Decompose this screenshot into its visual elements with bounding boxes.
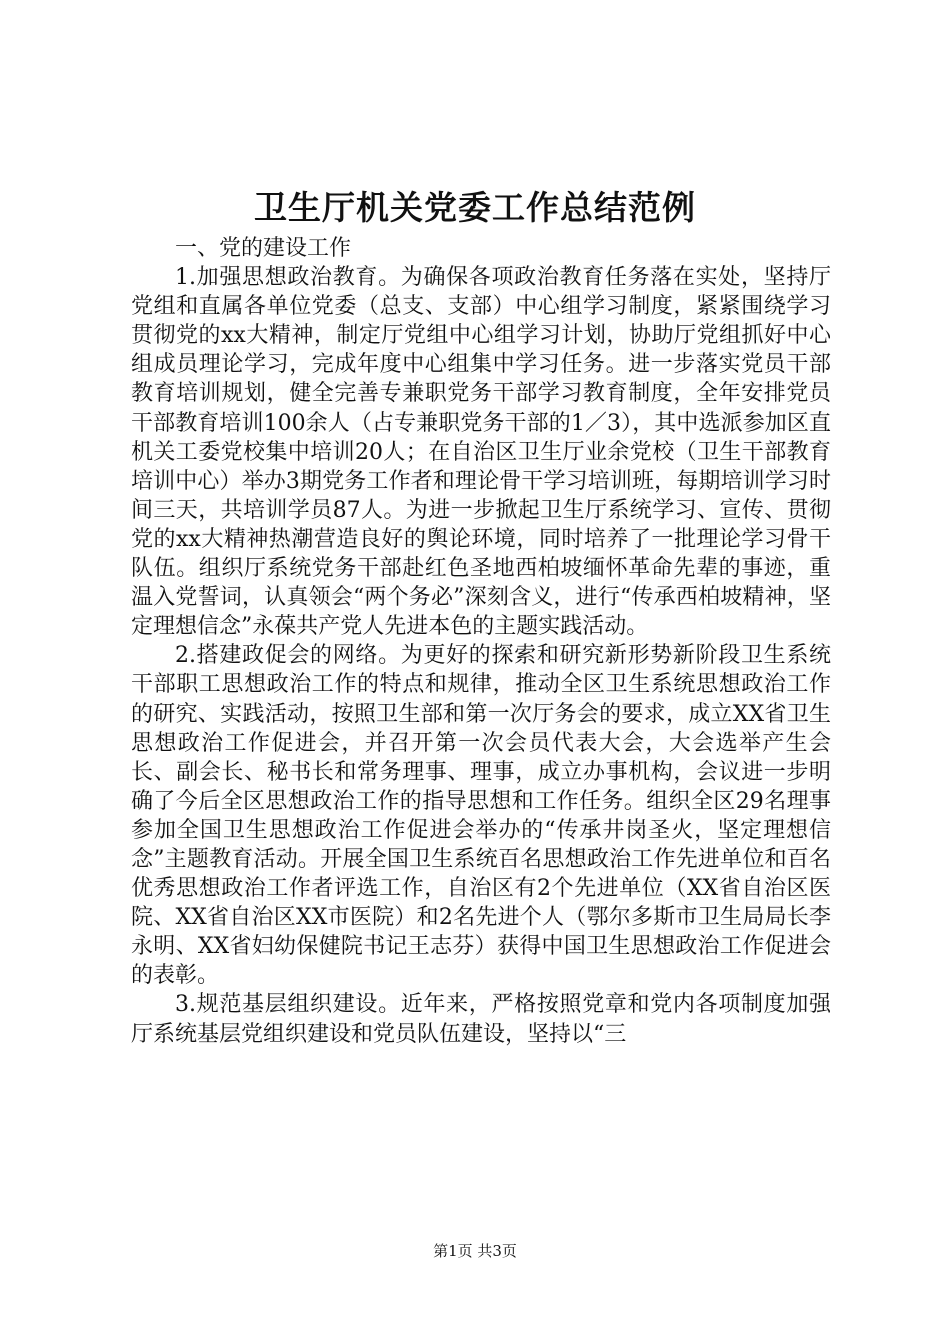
- section-heading: 一、党的建设工作: [175, 236, 352, 261]
- paragraph-3: 3.规范基层组织建设。近年来，严格按照党章和党内各项制度加强厅系统基层党组织建设和党员队伍建设，坚持以“三: [131, 992, 831, 1047]
- document-body: [131, 234, 831, 1049]
- document-title: 卫生厅机关党委工作总结范例: [254, 188, 696, 227]
- paragraph-2: 2.搭建政促会的网络。为更好的探索和研究新形势新阶段卫生系统干部职工思想政治工作的特点和规律，推动全区卫生系统思想政治工作的研究、实践活动，按照卫生部和第一次厅务会的要求，成立XX省卫生思想政治工作促进会，并召开第一次会员代表大会，大会选举产生会长、副会长、秘书长和常务理事、理事，成立办事机构，会议进一步明确了今后全区思想政治工作的指导思想和工作任务。组织全区29名理事参加全国卫生思想政治工作促进会举办的“传承井岗圣火，坚定理想信念”主题教育活动。开展全国卫生系统百名思想政治工作先进单位和百名优秀思想政治工作者评选工作，自治区有2个先进单位（XX省自治区医院、XX省自治区XX市医院）和2名先进个人（鄂尔多斯市卫生局局长李永明、XX省妇幼保健院书记王志芬）获得中国卫生思想政治工作促进会的表彰。: [131, 643, 831, 989]
- paragraph-1: 1.加强思想政治教育。为确保各项政治教育任务落在实处，坚持厅党组和直属各单位党委（总支、支部）中心组学习制度，紧紧围绕学习贯彻党的xx大精神，制定厅党组中心组学习计划，协助厅党组抓好中心组成员理论学习，完成年度中心组集中学习任务。进一步落实党员干部教育培训规划，健全完善专兼职党务干部学习教育制度，全年安排党员干部教育培训100余人（占专兼职党务干部的1／3），其中选派参加区直机关工委党校集中培训20人；在自治区卫生厅业余党校（卫生干部教育培训中心）举办3期党务工作者和理论骨干学习培训班，每期培训学习时间三天，共培训学员87人。为进一步掀起卫生厅系统学习、宣传、贯彻党的xx大精神热潮营造良好的舆论环境，同时培养了一批理论学习骨干队伍。组织厅系统党务干部赴红色圣地西柏坡缅怀革命先辈的事迹，重温入党誓词，认真领会“两个务必”深刻含义，进行“传承西柏坡精神，坚定理想信念”永葆共产党人先进本色的主题实践活动。: [131, 265, 831, 640]
- page-number-footer: 第1页 共3页: [433, 1242, 517, 1260]
